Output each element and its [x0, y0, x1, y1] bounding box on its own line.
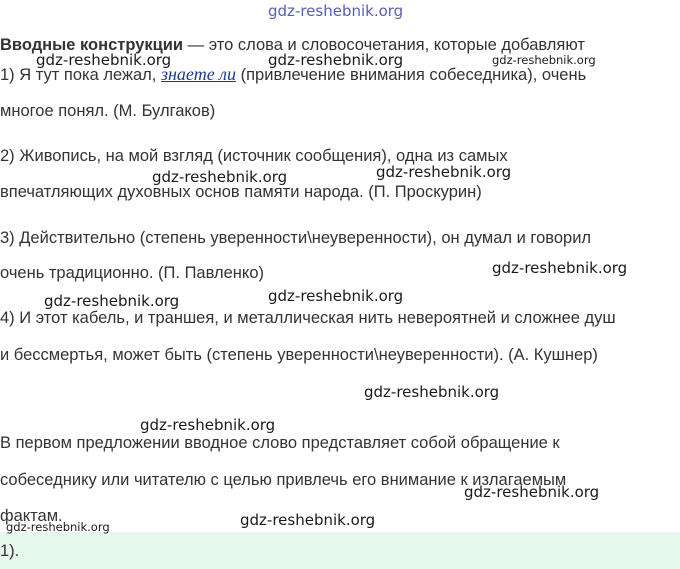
watermark: gdz-reshebnik.org [6, 520, 110, 534]
sentence-1-line-2: многое понял. (М. Булгаков) [0, 102, 216, 120]
watermark: gdz-reshebnik.org [44, 292, 180, 310]
watermark: gdz-reshebnik.org [140, 416, 276, 434]
watermark: gdz-reshebnik.org [268, 51, 404, 69]
explanation-line-1: В первом предложении вводное слово представляет собой обращение к [0, 434, 560, 452]
sentence-4-line-1: 4) И этот кабель, и траншея, и металлическая нить невероятней и сложнее душ [0, 309, 616, 327]
sentence-3-line-1: 3) Действительно (степень уверенности\неуверенности), он думал и говорил [0, 229, 592, 247]
sentence-1-before: 1) Я тут пока лежал, [0, 66, 161, 84]
sentence-4-line-2: и бессмертья, может быть (степень уверенности\неуверенности). (А. Кушнер) [0, 346, 598, 364]
watermark: gdz-reshebnik.org [492, 53, 596, 67]
watermark-header: gdz-reshebnik.org [268, 2, 404, 20]
sentence-3-line-2: очень традиционно. (П. Павленко) [0, 264, 264, 282]
watermark: gdz-reshebnik.org [240, 511, 376, 529]
watermark: gdz-reshebnik.org [152, 168, 288, 186]
answer-text: 1). [0, 542, 20, 560]
watermark: gdz-reshebnik.org [492, 259, 628, 277]
handwritten-highlight: знаете ли [160, 64, 237, 84]
sentence-2-line-1: 2) Живопись, на мой взгляд (источник сообщения), одна из самых [0, 147, 508, 165]
watermark: gdz-reshebnik.org [376, 163, 512, 181]
sentence-1-after: (привлечение внимания собеседника), очень [236, 66, 587, 84]
definition-text: — это слова и словосочетания, которые добавляют [183, 36, 585, 54]
watermark: gdz-reshebnik.org [464, 483, 600, 501]
sentence-2-line-2: впечатляющих духовных основ памяти народа. (П. Проскурин) [0, 183, 482, 201]
watermark: gdz-reshebnik.org [364, 383, 500, 401]
definition-term: Вводные конструкции [0, 36, 184, 54]
watermark: gdz-reshebnik.org [36, 51, 172, 69]
explanation-line-2: собеседнику или читателю с целью привлечь его внимание к излагаемым [0, 471, 567, 489]
explanation-line-3: фактам. [0, 507, 63, 525]
watermark: gdz-reshebnik.org [268, 287, 404, 305]
answer-block [0, 532, 680, 569]
